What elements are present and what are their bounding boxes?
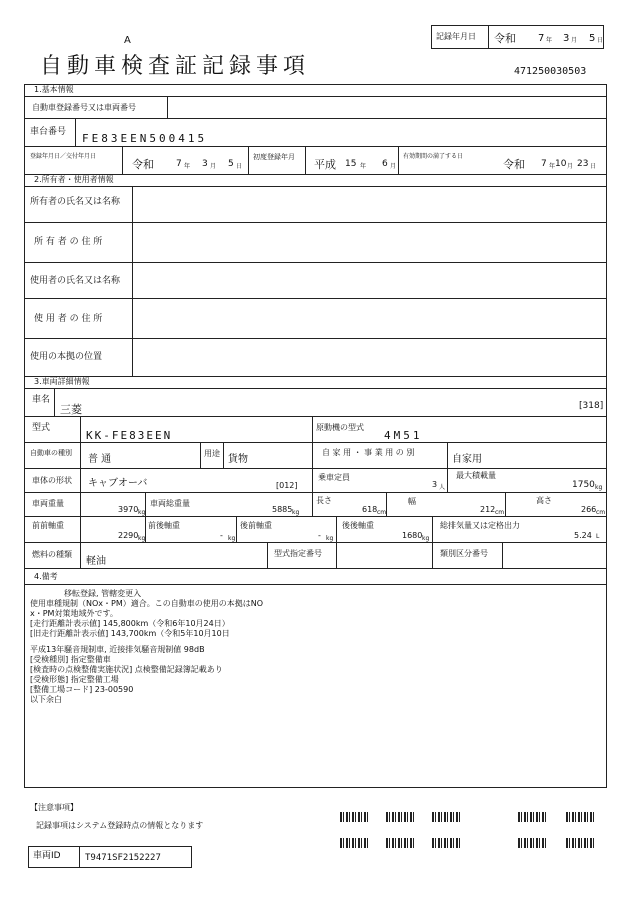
width-unit: cm (495, 509, 505, 516)
category-label: 類別区分番号 (440, 549, 488, 558)
capacity-unit: 人 (439, 484, 446, 491)
expiry-day: 23 (577, 159, 589, 169)
first-reg-era: 平成 (314, 158, 336, 171)
year-unit: 年 (549, 163, 556, 170)
capacity-label: 乗車定員 (318, 473, 350, 482)
length-unit: cm (377, 509, 387, 516)
day-unit: 日 (236, 163, 243, 170)
expiry-month: 10 (555, 159, 567, 169)
month-unit: 月 (390, 163, 397, 170)
document-number: 471250030503 (514, 66, 587, 77)
year-unit: 年 (360, 163, 367, 170)
fr-axle-value: - (220, 531, 223, 540)
expiry-label: 有効期間の満了する日 (403, 153, 464, 160)
qr-code (386, 812, 414, 822)
displacement-label: 総排気量又は定格出力 (440, 521, 520, 530)
remarks-line: x・PM対策地域外です。 (30, 609, 118, 618)
section3-heading: 3.車両詳細情報 (34, 377, 90, 386)
reg-date-day: 5 (228, 159, 234, 169)
owner-address-label: 所 有 者 の 住 所 (34, 237, 103, 247)
ff-axle-unit: kg (138, 535, 146, 542)
height-value: 266 (581, 505, 597, 514)
record-date-year: 7 (538, 33, 545, 44)
notes-heading: 【注意事項】 (30, 803, 78, 812)
remarks-line: 以下余白 (30, 695, 62, 704)
remarks-line: 平成13年騒音規制車, 近接排気騒音規制値 98dB (30, 645, 205, 654)
record-date-box (431, 25, 604, 49)
reg-date-era: 令和 (132, 158, 154, 171)
kind-value: 普 通 (88, 454, 112, 465)
owner-name-label: 所有者の氏名又は名称 (30, 197, 121, 207)
displacement-unit: L (596, 533, 600, 540)
rr-axle-unit: kg (422, 535, 430, 542)
remarks-line: 使用車種規制（NOx・PM）適合。この自動車の使用の本拠はNO (30, 599, 264, 608)
year-unit: 年 (546, 37, 553, 44)
day-unit: 日 (590, 163, 597, 170)
section1-heading: 1.基本情報 (34, 85, 74, 94)
header-mark: A (124, 35, 131, 46)
model-label: 型式 (32, 423, 51, 433)
expiry-year: 7 (541, 159, 547, 169)
section4-heading: 4.備考 (34, 572, 58, 581)
qr-code (518, 838, 546, 848)
chassis-number: FE83EEN500415 (82, 132, 208, 145)
rf-axle-unit: kg (326, 535, 334, 542)
record-date-label: 記録年月日 (436, 32, 476, 41)
ff-axle-value: 2290 (118, 531, 139, 540)
section2-heading: 2.所有者・使用者情報 (34, 175, 114, 184)
rr-axle-value: 1680 (402, 531, 423, 540)
qr-code (386, 838, 414, 848)
qr-code (340, 838, 368, 848)
qr-code (432, 838, 460, 848)
vehicle-id-label: 車両ID (33, 851, 61, 861)
remarks-line: 移転登録, 管轄変更入 (64, 589, 142, 598)
day-unit: 日 (597, 37, 604, 44)
remarks-line: [走行距離計表示値] 145,800km（令和6年10月24日） (30, 619, 230, 628)
month-unit: 月 (571, 37, 578, 44)
fr-axle-label: 前後軸重 (148, 521, 180, 530)
model-value: KK-FE83EEN (86, 429, 173, 442)
month-unit: 月 (210, 163, 217, 170)
base-location-label: 使用の本拠の位置 (30, 352, 103, 362)
private-use-label: 自 家 用 ・ 事 業 用 の 別 (322, 448, 415, 457)
displacement-value: 5.24 (574, 531, 592, 540)
rf-axle-label: 後前軸重 (240, 521, 272, 530)
qr-code (566, 812, 594, 822)
use-value: 貨物 (228, 454, 248, 465)
vehicle-id-box (28, 846, 192, 868)
gross-label: 車両総重量 (150, 499, 190, 508)
body-code: [012] (276, 481, 298, 490)
width-label: 幅 (408, 497, 416, 506)
qr-code (566, 838, 594, 848)
fuel-value: 軽油 (86, 556, 106, 567)
load-value: 1750 (572, 480, 595, 490)
qr-code (518, 812, 546, 822)
engine-label: 原動機の型式 (316, 423, 364, 432)
remarks-line: [受検形態] 指定整備工場 (30, 675, 119, 684)
user-address-label: 使 用 者 の 住 所 (34, 314, 103, 324)
vehicle-id-value: T9471SF2152227 (85, 853, 161, 863)
qr-code (432, 812, 460, 822)
ff-axle-label: 前前軸重 (32, 521, 64, 530)
kind-label: 自動車の種別 (30, 449, 72, 457)
height-label: 高さ (536, 496, 552, 505)
gross-value: 5885 (272, 505, 293, 514)
qr-code (340, 812, 368, 822)
weight-unit: kg (138, 509, 146, 516)
document-title: 自動車検査証記録事項 (40, 54, 311, 79)
weight-label: 車両重量 (32, 499, 64, 508)
body-label: 車体の形状 (32, 476, 72, 485)
record-date-month: 3 (563, 33, 570, 44)
make-code: [318] (579, 401, 604, 411)
record-date-day: 5 (589, 33, 596, 44)
private-use-value: 自家用 (452, 454, 482, 465)
height-unit: cm (596, 509, 606, 516)
qr-code-strip (340, 812, 600, 862)
rf-axle-value: - (318, 531, 321, 540)
make-value: 三菱 (60, 403, 82, 416)
reg-date-month: 3 (202, 159, 208, 169)
designation-label: 型式指定番号 (274, 549, 322, 558)
reg-date-year: 7 (176, 159, 182, 169)
body-value: キャブオーバ (88, 478, 148, 489)
first-reg-label: 初度登録年月 (253, 153, 295, 161)
remarks-line: [受検種別] 指定整備車 (30, 655, 111, 664)
chassis-label: 車台番号 (30, 127, 67, 137)
make-label: 車名 (32, 395, 51, 405)
length-value: 618 (362, 505, 378, 514)
width-value: 212 (480, 505, 496, 514)
notes-text: 記録事項はシステム登録時点の情報となります (36, 821, 204, 830)
capacity-value: 3 (432, 480, 438, 489)
fr-axle-unit: kg (228, 535, 236, 542)
first-reg-month: 6 (382, 159, 388, 169)
reg-date-label: 登録年月日／交付年月日 (30, 153, 97, 160)
expiry-era: 令和 (503, 158, 525, 171)
load-unit: kg (595, 484, 603, 491)
use-label: 用途 (204, 449, 220, 458)
user-name-label: 使用者の氏名又は名称 (30, 276, 121, 286)
reg-no-label: 自動車登録番号又は車両番号 (32, 103, 136, 112)
fuel-label: 燃料の種類 (32, 550, 72, 559)
month-unit: 月 (567, 163, 574, 170)
length-label: 長さ (316, 496, 332, 505)
year-unit: 年 (184, 163, 191, 170)
engine-value: 4M51 (384, 429, 423, 442)
gross-unit: kg (292, 509, 300, 516)
rr-axle-label: 後後軸重 (342, 521, 374, 530)
weight-value: 3970 (118, 505, 139, 514)
remarks-line: [整備工場コード] 23-00590 (30, 685, 134, 694)
remarks-line: [検査時の点検整備実施状況] 点検整備記録簿記載あり (30, 665, 223, 674)
remarks-line: [旧走行距離計表示値] 143,700km（令和5年10月10日 (30, 629, 230, 638)
record-date-era: 令和 (494, 32, 516, 45)
first-reg-year: 15 (345, 159, 357, 169)
load-label: 最大積載量 (456, 471, 496, 480)
